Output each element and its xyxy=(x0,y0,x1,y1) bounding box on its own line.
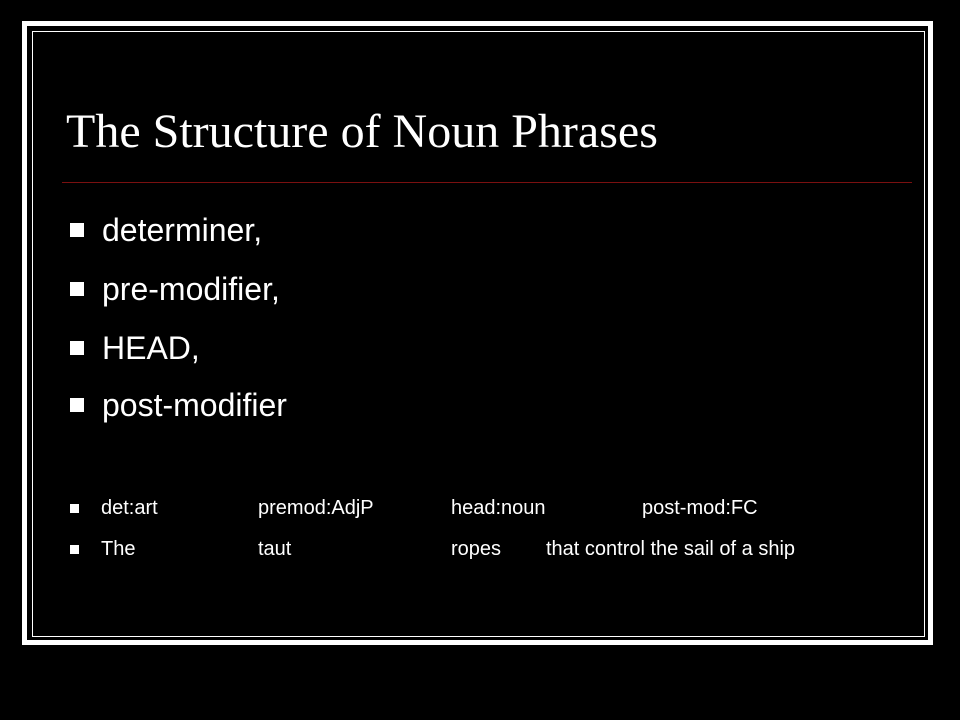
example-determiner: The xyxy=(101,538,136,560)
square-bullet-icon xyxy=(70,223,84,237)
bullet-item xyxy=(70,210,262,250)
label-postmodifier: post-mod:FC xyxy=(642,497,758,519)
square-bullet-icon xyxy=(70,545,79,554)
bullet-item xyxy=(70,269,280,309)
bullet-item xyxy=(70,328,200,368)
bullet-text: post-modifier xyxy=(102,386,287,423)
bullet-text: determiner, xyxy=(102,211,263,248)
bullet-text: HEAD, xyxy=(102,329,200,366)
phrase-label-row xyxy=(70,494,910,522)
square-bullet-icon xyxy=(70,504,79,513)
label-determiner: det:art xyxy=(101,497,158,519)
label-premodifier: premod:AdjP xyxy=(258,497,374,519)
label-head: head:noun xyxy=(451,497,546,519)
bullet-item xyxy=(70,385,287,425)
square-bullet-icon xyxy=(70,282,84,296)
title-divider xyxy=(62,182,912,183)
bullet-text: pre-modifier, xyxy=(102,270,280,307)
example-head: ropes xyxy=(451,538,502,560)
phrase-example-row xyxy=(70,535,910,563)
example-premodifier: taut xyxy=(258,538,292,560)
square-bullet-icon xyxy=(70,341,84,355)
example-postmodifier: that control the sail of a ship xyxy=(546,538,796,560)
square-bullet-icon xyxy=(70,398,84,412)
slide-title: The Structure of Noun Phrases xyxy=(66,105,658,158)
